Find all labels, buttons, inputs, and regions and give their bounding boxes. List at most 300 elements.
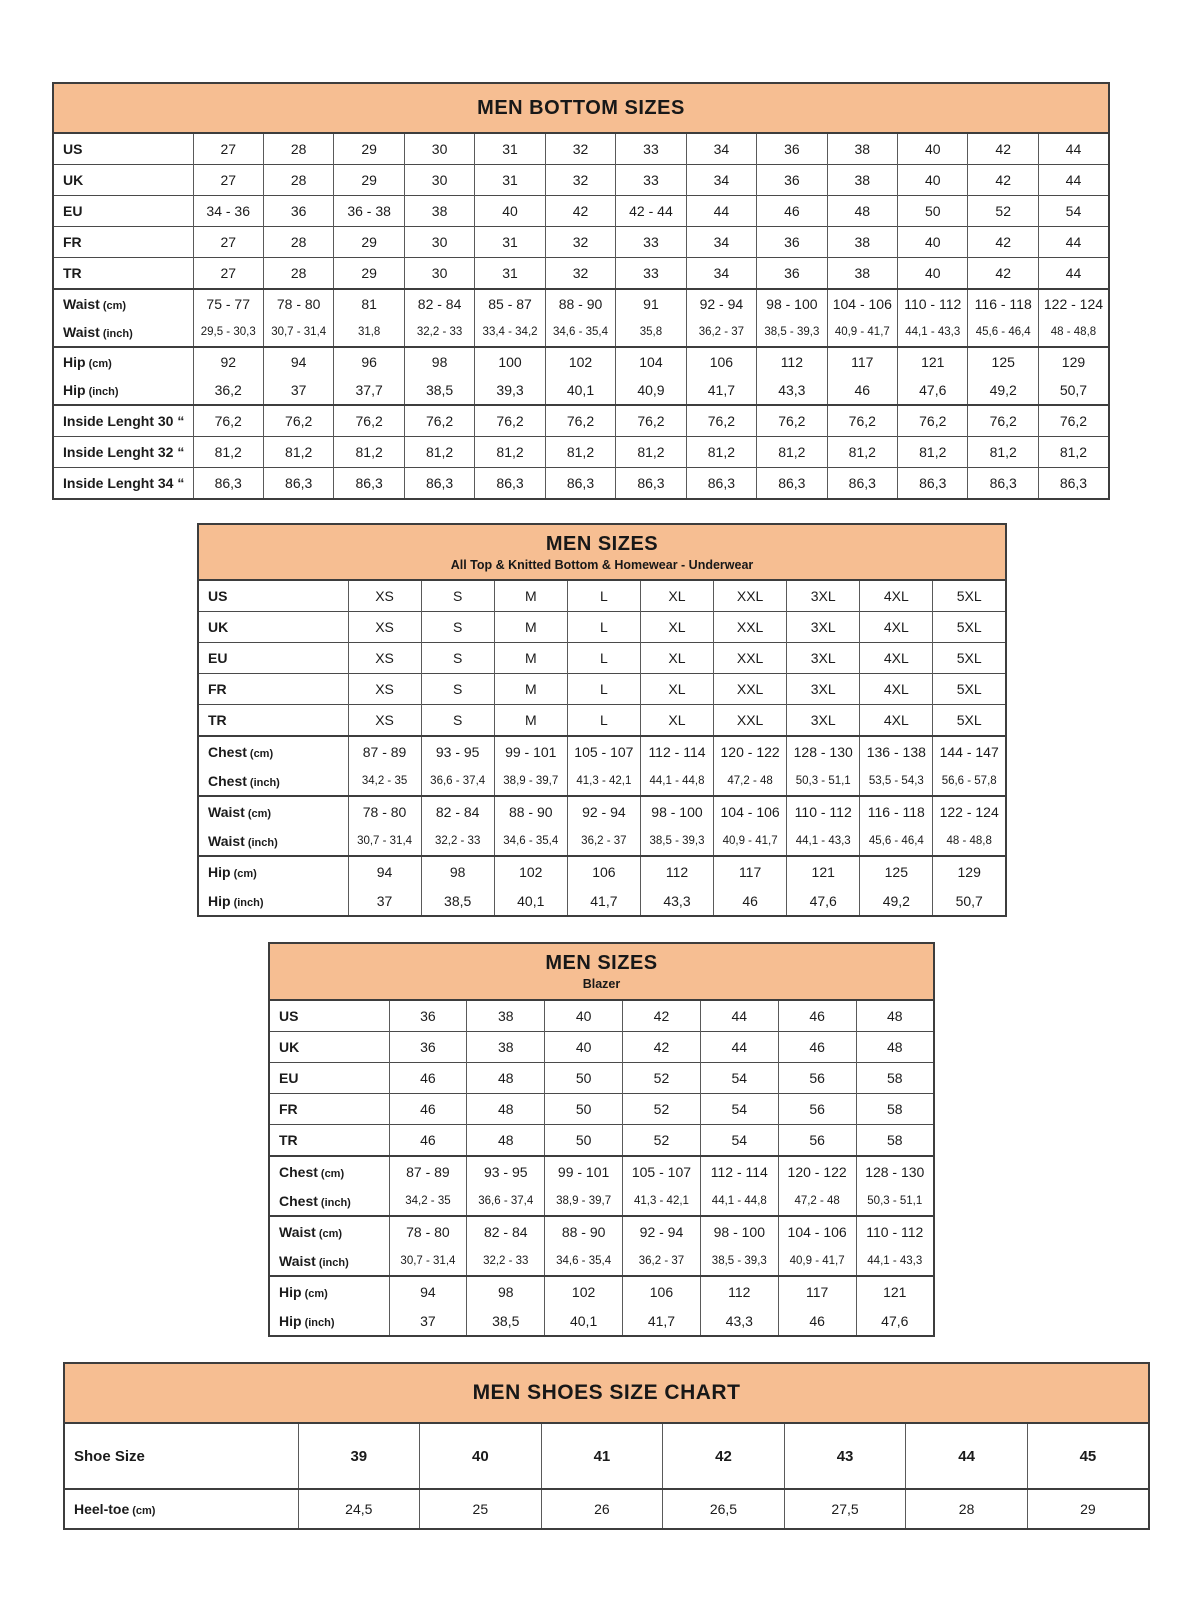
table-row: [198, 856, 1006, 886]
size-cell: 36: [757, 258, 827, 290]
size-cell: 122 - 124: [1038, 289, 1109, 318]
size-cell: 112: [640, 856, 713, 886]
size-cell: 128 - 130: [856, 1156, 934, 1186]
size-cell: 76,2: [898, 405, 968, 437]
size-cell: 44: [1038, 258, 1109, 290]
size-cell: 33: [616, 133, 686, 165]
size-cell: 44: [1038, 165, 1109, 196]
table-row: [269, 1216, 934, 1246]
table-row: [269, 1186, 934, 1216]
size-cell: 34: [686, 133, 756, 165]
size-cell: 50,7: [933, 886, 1006, 916]
row-label: [269, 1094, 389, 1125]
size-cell: 46: [778, 1000, 856, 1032]
size-cell: 98: [467, 1276, 545, 1306]
size-cell: 42: [623, 1000, 701, 1032]
size-cell: 34,6 - 35,4: [545, 318, 615, 347]
size-cell: 32,2 - 33: [421, 826, 494, 856]
size-cell: 98: [421, 856, 494, 886]
row-label: [64, 1423, 298, 1489]
size-cell: 47,2 - 48: [714, 766, 787, 796]
size-cell: 76,2: [334, 405, 404, 437]
row-label-text: TR: [63, 265, 82, 281]
size-cell: 112 - 114: [700, 1156, 778, 1186]
size-cell: 117: [778, 1276, 856, 1306]
table-row: [198, 766, 1006, 796]
size-cell: 32,2 - 33: [467, 1246, 545, 1276]
row-label-unit: (cm): [102, 300, 127, 312]
size-cell: 42: [968, 258, 1038, 290]
size-cell: 125: [860, 856, 933, 886]
row-label-unit: (cm): [132, 1505, 156, 1517]
row-label-text: Hip: [279, 1312, 302, 1329]
table-row: [198, 886, 1006, 916]
size-cell: 81,2: [686, 437, 756, 468]
size-cell: 41,7: [623, 1306, 701, 1336]
size-cell: 76,2: [263, 405, 333, 437]
size-cell: 56: [778, 1063, 856, 1094]
size-cell: 86,3: [616, 468, 686, 500]
table-title: MEN SIZES: [545, 532, 659, 555]
row-label: [53, 318, 193, 347]
size-cell: 96: [334, 347, 404, 376]
row-label: [53, 347, 193, 376]
size-cell: 34,2 - 35: [348, 766, 421, 796]
size-cell: 36,2 - 37: [686, 318, 756, 347]
size-cell: 98: [404, 347, 474, 376]
size-cell: 44: [700, 1000, 778, 1032]
size-cell: 93 - 95: [467, 1156, 545, 1186]
size-cell: 50,3 - 51,1: [856, 1186, 934, 1216]
size-cell: 42: [663, 1423, 785, 1489]
size-cell: S: [421, 612, 494, 643]
table-title: MEN SIZES: [545, 952, 658, 974]
size-cell: 98 - 100: [700, 1216, 778, 1246]
size-cell: 30: [404, 258, 474, 290]
size-cell: 32: [545, 165, 615, 196]
row-label-text: UK: [208, 619, 229, 635]
size-cell: 44,1 - 43,3: [856, 1246, 934, 1276]
table-row: [198, 612, 1006, 643]
size-cell: 33: [616, 258, 686, 290]
row-label: [53, 289, 193, 318]
size-cell: 44: [700, 1032, 778, 1063]
size-cell: 44: [1038, 227, 1109, 258]
size-cell: 37: [263, 376, 333, 405]
size-cell: 36: [389, 1000, 467, 1032]
size-cell: 92: [193, 347, 263, 376]
size-cell: 47,6: [856, 1306, 934, 1336]
row-label-text: TR: [208, 712, 227, 728]
size-cell: 88 - 90: [545, 289, 615, 318]
size-cell: 94: [389, 1276, 467, 1306]
size-cell: 42: [623, 1032, 701, 1063]
size-cell: 98 - 100: [757, 289, 827, 318]
size-cell: 52: [968, 196, 1038, 227]
size-cell: M: [494, 580, 567, 612]
size-cell: 27: [193, 227, 263, 258]
size-cell: XL: [640, 612, 713, 643]
size-cell: 104 - 106: [778, 1216, 856, 1246]
size-cell: 32,2 - 33: [404, 318, 474, 347]
size-cell: 76,2: [686, 405, 756, 437]
row-label-text: FR: [208, 681, 227, 697]
size-cell: 91: [616, 289, 686, 318]
size-cell: 30,7 - 31,4: [263, 318, 333, 347]
size-cell: 106: [567, 856, 640, 886]
size-cell: 86,3: [334, 468, 404, 500]
size-cell: 32: [545, 258, 615, 290]
size-cell: 34 - 36: [193, 196, 263, 227]
size-cell: 110 - 112: [898, 289, 968, 318]
row-label-text: Inside Lenght 30 “: [63, 413, 185, 429]
size-cell: 34,2 - 35: [389, 1186, 467, 1216]
size-cell: 34: [686, 165, 756, 196]
size-cell: 42: [968, 227, 1038, 258]
size-cell: 50: [545, 1125, 623, 1157]
size-cell: 58: [856, 1125, 934, 1157]
size-cell: 32: [545, 227, 615, 258]
row-label: [64, 1489, 298, 1529]
size-cell: 54: [700, 1125, 778, 1157]
size-cell: 28: [263, 133, 333, 165]
size-cell: 31: [475, 133, 545, 165]
size-cell: 76,2: [757, 405, 827, 437]
size-cell: 36 - 38: [334, 196, 404, 227]
row-label-text: TR: [279, 1132, 298, 1148]
table-row: [53, 437, 1109, 468]
size-cell: 102: [494, 856, 567, 886]
table-row: [198, 580, 1006, 612]
table-title: MEN BOTTOM SIZES: [477, 96, 685, 119]
size-cell: 81,2: [1038, 437, 1109, 468]
size-cell: 86,3: [827, 468, 897, 500]
size-cell: 50,7: [1038, 376, 1109, 405]
row-label: [269, 1246, 389, 1276]
size-cell: 41,3 - 42,1: [623, 1186, 701, 1216]
table-row: [64, 1423, 1149, 1489]
size-cell: 47,6: [898, 376, 968, 405]
table-header: [64, 1363, 1149, 1423]
size-cell: 26: [541, 1489, 663, 1529]
size-cell: 36,6 - 37,4: [467, 1186, 545, 1216]
size-cell: 40: [898, 165, 968, 196]
size-cell: 44,1 - 44,8: [640, 766, 713, 796]
size-cell: 40,9 - 41,7: [827, 318, 897, 347]
size-cell: 31,8: [334, 318, 404, 347]
size-cell: 5XL: [933, 612, 1006, 643]
size-cell: 38: [467, 1032, 545, 1063]
table-subtitle: All Top & Knitted Bottom & Homewear - Underwear: [450, 557, 754, 572]
size-cell: 76,2: [968, 405, 1038, 437]
size-cell: 33: [616, 227, 686, 258]
size-cell: 56: [778, 1125, 856, 1157]
row-label: [53, 376, 193, 405]
size-cell: 27,5: [784, 1489, 906, 1529]
row-label-unit: (inch): [102, 328, 133, 340]
table-row: [269, 1094, 934, 1125]
size-cell: 110 - 112: [856, 1216, 934, 1246]
size-cell: 106: [623, 1276, 701, 1306]
size-cell: 38,5 - 39,3: [700, 1246, 778, 1276]
size-cell: 37: [348, 886, 421, 916]
row-label: [198, 886, 348, 916]
size-cell: 45,6 - 46,4: [968, 318, 1038, 347]
row-label-unit: (cm): [247, 807, 272, 820]
size-cell: 40: [545, 1032, 623, 1063]
size-cell: 93 - 95: [421, 736, 494, 766]
size-cell: 100: [475, 347, 545, 376]
size-cell: 81,2: [827, 437, 897, 468]
size-cell: 38,9 - 39,7: [545, 1186, 623, 1216]
size-cell: 38: [827, 258, 897, 290]
size-cell: 92 - 94: [623, 1216, 701, 1246]
size-cell: XL: [640, 643, 713, 674]
row-label-text: Waist: [63, 296, 100, 312]
table-row: [269, 1306, 934, 1336]
row-label: [198, 612, 348, 643]
size-cell: 43: [784, 1423, 906, 1489]
size-cell: 105 - 107: [623, 1156, 701, 1186]
size-cell: 128 - 130: [787, 736, 860, 766]
size-cell: 85 - 87: [475, 289, 545, 318]
size-cell: 116 - 118: [860, 796, 933, 826]
row-label-unit: (cm): [320, 1167, 345, 1180]
row-label: [53, 437, 193, 468]
row-label: [198, 643, 348, 674]
row-label-text: UK: [63, 172, 84, 188]
size-cell: M: [494, 705, 567, 737]
size-cell: 82 - 84: [467, 1216, 545, 1246]
row-label-text: Chest: [208, 772, 247, 789]
size-cell: 5XL: [933, 580, 1006, 612]
size-cell: 99 - 101: [494, 736, 567, 766]
size-cell: 46: [389, 1063, 467, 1094]
size-cell: 38,5: [421, 886, 494, 916]
row-label-text: Chest: [279, 1192, 318, 1209]
size-cell: 28: [263, 258, 333, 290]
size-cell: 76,2: [827, 405, 897, 437]
size-cell: 86,3: [545, 468, 615, 500]
size-cell: 3XL: [787, 674, 860, 705]
size-cell: 52: [623, 1063, 701, 1094]
size-cell: 86,3: [404, 468, 474, 500]
size-cell: 121: [787, 856, 860, 886]
size-cell: 43,3: [700, 1306, 778, 1336]
size-cell: 110 - 112: [787, 796, 860, 826]
size-cell: 48: [856, 1032, 934, 1063]
size-cell: 86,3: [686, 468, 756, 500]
size-cell: M: [494, 674, 567, 705]
size-cell: 26,5: [663, 1489, 785, 1529]
size-cell: 81,2: [334, 437, 404, 468]
size-cell: 86,3: [193, 468, 263, 500]
size-cell: 41: [541, 1423, 663, 1489]
table-row: [53, 258, 1109, 290]
row-label-text: US: [208, 588, 228, 604]
size-cell: 30: [404, 165, 474, 196]
table-row: [269, 1276, 934, 1306]
size-cell: 76,2: [545, 405, 615, 437]
size-cell: 37: [389, 1306, 467, 1336]
size-cell: 42: [545, 196, 615, 227]
size-cell: 52: [623, 1125, 701, 1157]
size-cell: 40: [898, 133, 968, 165]
size-cell: S: [421, 674, 494, 705]
table-header: [269, 943, 934, 1000]
size-cell: 136 - 138: [860, 736, 933, 766]
size-cell: 58: [856, 1063, 934, 1094]
size-cell: 54: [700, 1063, 778, 1094]
size-cell: 82 - 84: [404, 289, 474, 318]
table-header-row: [269, 943, 934, 1000]
size-cell: 38,9 - 39,7: [494, 766, 567, 796]
size-cell: 4XL: [860, 612, 933, 643]
size-cell: 81: [334, 289, 404, 318]
size-cell: 44,1 - 43,3: [787, 826, 860, 856]
row-label: [269, 1125, 389, 1157]
row-label: [53, 227, 193, 258]
table-row: [198, 826, 1006, 856]
row-label-unit: (cm): [88, 358, 112, 370]
size-cell: 120 - 122: [714, 736, 787, 766]
size-cell: 31: [475, 258, 545, 290]
size-cell: L: [567, 580, 640, 612]
size-cell: 104 - 106: [714, 796, 787, 826]
size-cell: 94: [263, 347, 333, 376]
row-label: [269, 1000, 389, 1032]
size-cell: 144 - 147: [933, 736, 1006, 766]
size-cell: 28: [263, 227, 333, 258]
size-cell: XS: [348, 612, 421, 643]
size-cell: XL: [640, 674, 713, 705]
table-row: [198, 796, 1006, 826]
size-cell: 36: [757, 165, 827, 196]
size-cell: 5XL: [933, 674, 1006, 705]
size-cell: 39: [298, 1423, 420, 1489]
size-cell: 82 - 84: [421, 796, 494, 826]
size-cell: 31: [475, 165, 545, 196]
row-label: [198, 674, 348, 705]
table-row: [53, 318, 1109, 347]
size-cell: 46: [714, 886, 787, 916]
size-cell: 41,3 - 42,1: [567, 766, 640, 796]
size-cell: 94: [348, 856, 421, 886]
size-cell: 87 - 89: [348, 736, 421, 766]
size-cell: 40: [545, 1000, 623, 1032]
size-cell: 28: [906, 1489, 1028, 1529]
row-label-unit: (cm): [233, 867, 257, 880]
size-cell: 49,2: [860, 886, 933, 916]
men-sizes-blazer-table: [268, 942, 935, 1337]
row-label: [269, 1276, 389, 1306]
size-cell: 122 - 124: [933, 796, 1006, 826]
row-label: [53, 468, 193, 500]
table-row: [53, 289, 1109, 318]
size-cell: M: [494, 612, 567, 643]
row-label-text: Hip: [63, 382, 86, 398]
row-label-text: Hip: [63, 354, 86, 370]
size-cell: 117: [827, 347, 897, 376]
size-cell: 27: [193, 258, 263, 290]
size-cell: 48: [856, 1000, 934, 1032]
row-label: [198, 796, 348, 826]
size-cell: XXL: [714, 674, 787, 705]
size-cell: 121: [898, 347, 968, 376]
size-cell: 102: [545, 1276, 623, 1306]
size-cell: 43,3: [757, 376, 827, 405]
size-cell: 32: [545, 133, 615, 165]
size-cell: 104 - 106: [827, 289, 897, 318]
size-cell: 45: [1027, 1423, 1149, 1489]
size-cell: 35,8: [616, 318, 686, 347]
size-cell: XS: [348, 705, 421, 737]
size-cell: S: [421, 643, 494, 674]
size-cell: 53,5 - 54,3: [860, 766, 933, 796]
row-label-text: Waist: [208, 803, 245, 820]
size-cell: 102: [545, 347, 615, 376]
size-cell: 44,1 - 43,3: [898, 318, 968, 347]
size-cell: 41,7: [567, 886, 640, 916]
row-label-unit: (inch): [304, 1316, 335, 1329]
row-label-text: EU: [208, 650, 228, 666]
row-label-text: Chest: [279, 1163, 318, 1180]
size-cell: 29: [334, 165, 404, 196]
size-cell: 81,2: [475, 437, 545, 468]
row-label-unit: (cm): [318, 1227, 343, 1240]
table-row: [53, 468, 1109, 500]
size-cell: 116 - 118: [968, 289, 1038, 318]
row-label-unit: (inch): [320, 1196, 351, 1209]
size-cell: 29: [334, 227, 404, 258]
size-cell: 42 - 44: [616, 196, 686, 227]
row-label: [198, 580, 348, 612]
size-cell: 78 - 80: [389, 1216, 467, 1246]
table-row: [53, 347, 1109, 376]
size-cell: 36,6 - 37,4: [421, 766, 494, 796]
size-cell: 4XL: [860, 705, 933, 737]
size-cell: 38: [827, 227, 897, 258]
size-cell: 125: [968, 347, 1038, 376]
size-cell: 33: [616, 165, 686, 196]
row-label: [269, 1063, 389, 1094]
size-cell: 46: [827, 376, 897, 405]
size-cell: 92 - 94: [686, 289, 756, 318]
size-cell: XXL: [714, 705, 787, 737]
size-cell: XL: [640, 580, 713, 612]
size-cell: 30: [404, 133, 474, 165]
row-label: [53, 196, 193, 227]
size-cell: 58: [856, 1094, 934, 1125]
size-cell: 3XL: [787, 643, 860, 674]
row-label: [269, 1186, 389, 1216]
size-cell: L: [567, 705, 640, 737]
size-cell: 27: [193, 165, 263, 196]
size-cell: 50,3 - 51,1: [787, 766, 860, 796]
size-cell: 129: [1038, 347, 1109, 376]
size-cell: 54: [1038, 196, 1109, 227]
size-cell: 81,2: [545, 437, 615, 468]
size-cell: 86,3: [968, 468, 1038, 500]
row-label-unit: (cm): [304, 1287, 328, 1300]
row-label: [198, 705, 348, 737]
row-label-text: Chest: [208, 743, 247, 760]
size-cell: 86,3: [1038, 468, 1109, 500]
size-cell: 38: [404, 196, 474, 227]
size-cell: 38,5 - 39,3: [757, 318, 827, 347]
size-cell: L: [567, 643, 640, 674]
size-cell: 86,3: [898, 468, 968, 500]
